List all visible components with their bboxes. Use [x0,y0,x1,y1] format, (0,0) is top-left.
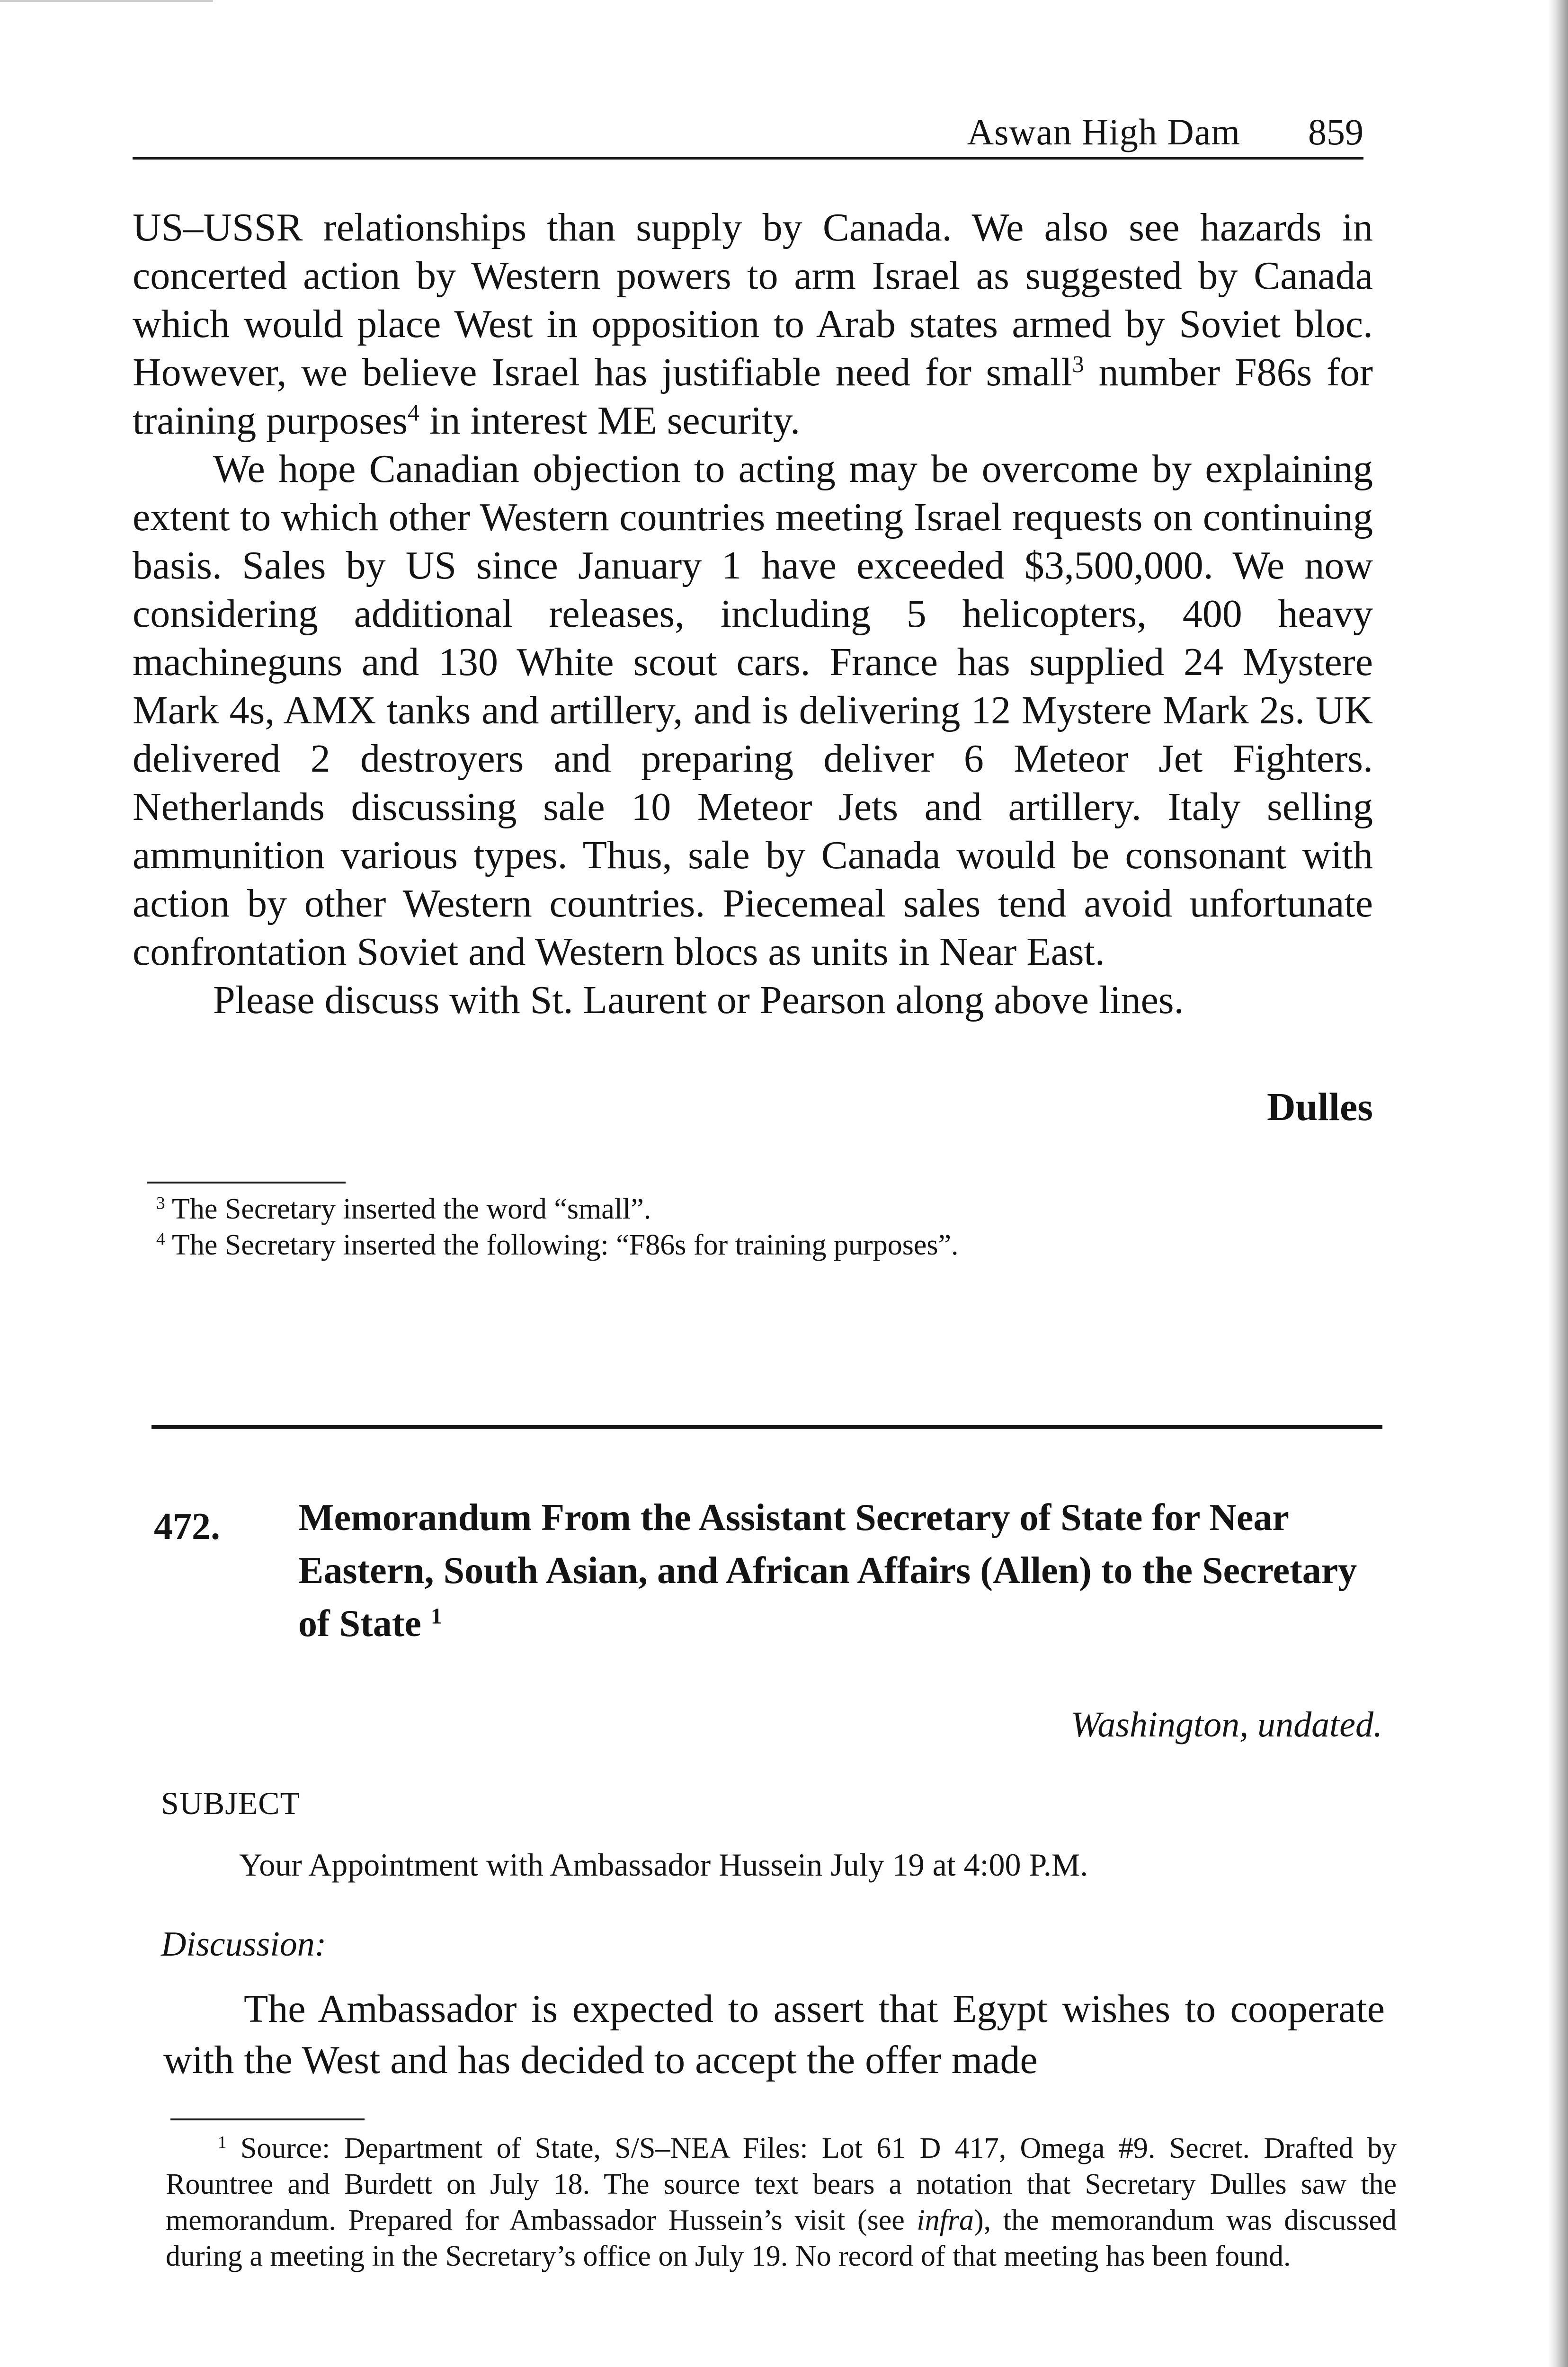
footnote-3 [156,1191,1368,1227]
dateline: Washington, undated. [1071,1705,1382,1744]
discussion-label: Discussion: [161,1925,327,1964]
scan-edge-mark [0,0,213,2]
document-title [298,1491,1382,1650]
telegram-continuation [133,204,1373,1024]
document-number: 472. [154,1506,220,1548]
source-footnote [166,2130,1397,2274]
footnote-text: The Secretary inserted the following: “F86s for training purposes”. [171,1229,959,1261]
telegram-paragraph-1-text-b: number F86s for training purposes [133,350,1373,443]
footnote-ref-4: 4 [407,399,420,426]
running-header-title: Aswan High Dam [967,111,1240,152]
signature-dulles: Dulles [1266,1085,1373,1129]
footnote-ref-1: 1 [430,1603,442,1629]
page-number: 859 [1308,111,1363,152]
subject-label: SUBJECT [161,1785,301,1821]
telegram-paragraph-3: Please discuss with St. Laurent or Pearson along above lines. [213,978,1184,1022]
running-header [133,111,1363,160]
footnote-marker: 4 [156,1229,165,1249]
document-separator-rule [151,1425,1382,1429]
footnote-marker: 1 [218,2133,227,2153]
telegram-paragraph-1-text-c: in interest ME security. [419,399,801,443]
telegram-paragraph-1 [133,204,1373,445]
footnote-text: The Secretary inserted the word “small”. [171,1193,651,1225]
source-footnote-italic: infra [917,2204,974,2236]
footnote-4 [156,1227,1368,1263]
source-footnote-text-b: ), the memorandum was discussed during a meeting in the Secretary’s office on July 19. No record of that meeting has been found. [166,2204,1397,2272]
footnote-rule [147,1182,346,1184]
footnote-ref-3: 3 [1072,351,1084,378]
footnote-marker: 3 [156,1193,165,1213]
source-footnote-text-a: Source: Department of State, S/S–NEA Files: Lot 61 D 417, Omega #9. Secret. Drafted by Rountree and Burdett on July 18. The source text bears a notation that Secretary Dulles saw the memorandum. Prepared for Ambassador Hussein’s visit (see [166,2132,1397,2236]
telegram-paragraph-2: We hope Canadian objection to acting may be overcome by explaining extent to which other Western countries meeting Israel requests on continuing basis. Sales by US since January 1 have exceeded $3,500,000. We now considering additional releases, including 5 helicopters, 400 heavy machineguns and 130 White scout cars. France has supplied 24 Mystere Mark 4s, AMX tanks and artillery, and is delivering 12 Mystere Mark 2s. UK delivered 2 destroyers and preparing deliver 6 Meteor Jet Fighters. Netherlands discussing sale 10 Meteor Jets and artillery. Italy selling ammunition various types. Thus, sale by Canada would be consonant with action by other Western countries. Piecemeal sales tend avoid unfortunate confrontation Soviet and Western blocs as units in Near East. [133,447,1373,974]
document-title-text: Memorandum From the Assistant Secretary of State for Near Eastern, South Asian, and African Affairs (Allen) to the Secretary of State [298,1497,1357,1645]
telegram-footnotes [156,1191,1368,1263]
footnote-rule [170,2118,365,2120]
memorandum-body: The Ambassador is expected to assert that Egypt wishes to cooperate with the West and has decided to accept the offer made [163,1987,1385,2082]
book-binding-edge [1548,0,1568,2367]
subject-text: Your Appointment with Ambassador Hussein July 19 at 4:00 P.M. [239,1847,1088,1883]
telegram-paragraph-1-text-a: US–USSR relationships than supply by Canada. We also see hazards in concerted action by Western powers to arm Israel as suggested by Canada which would place West in opposition to Arab states armed by Soviet bloc. However, we believe Israel has justifiable need for small [133,205,1373,394]
